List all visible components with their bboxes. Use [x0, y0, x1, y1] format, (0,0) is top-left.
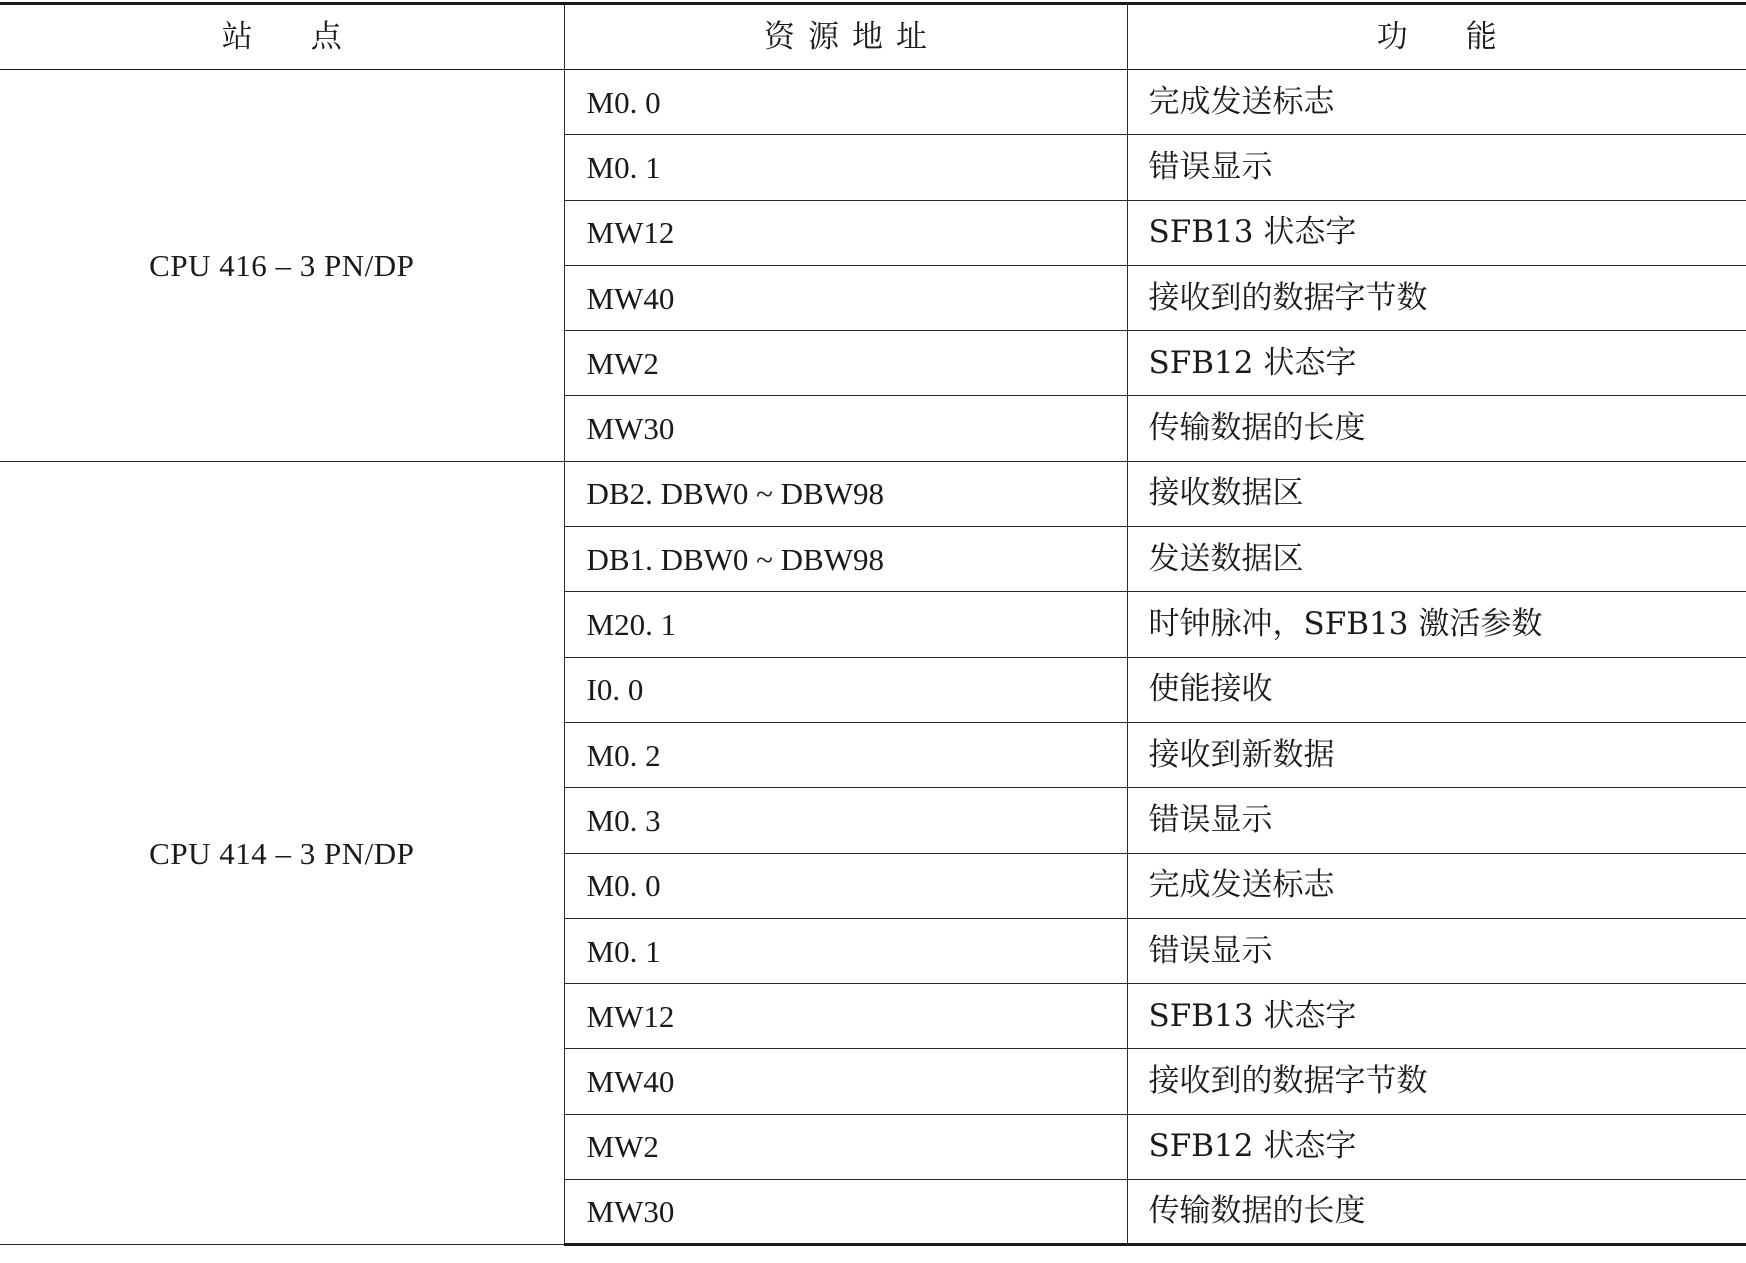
function-cell: 传输数据的长度 — [1127, 1180, 1746, 1245]
function-cell: 完成发送标志 — [1127, 853, 1746, 918]
function-cell: SFB13 状态字 — [1127, 200, 1746, 265]
resource-address-table — [0, 2, 1746, 1246]
station-cell: CPU 416 – 3 PN/DP — [0, 70, 564, 462]
header-address: 资源地址 — [564, 4, 1127, 70]
address-cell: DB1. DBW0 ~ DBW98 — [564, 527, 1127, 592]
address-cell: MW30 — [564, 1180, 1127, 1245]
address-cell: MW2 — [564, 1114, 1127, 1179]
address-cell: DB2. DBW0 ~ DBW98 — [564, 461, 1127, 526]
function-cell: SFB12 状态字 — [1127, 331, 1746, 396]
header-row — [0, 4, 1746, 70]
table-row — [0, 461, 1746, 526]
table-body — [0, 70, 1746, 1245]
station-cell: CPU 414 – 3 PN/DP — [0, 461, 564, 1245]
function-cell: 错误显示 — [1127, 135, 1746, 200]
function-cell: SFB13 状态字 — [1127, 984, 1746, 1049]
function-cell: 接收数据区 — [1127, 461, 1746, 526]
function-cell: 时钟脉冲，SFB13 激活参数 — [1127, 592, 1746, 657]
table-row — [0, 70, 1746, 135]
address-cell: MW40 — [564, 265, 1127, 330]
address-cell: MW2 — [564, 331, 1127, 396]
address-cell: M0. 2 — [564, 722, 1127, 787]
function-cell: 使能接收 — [1127, 657, 1746, 722]
address-cell: M0. 3 — [564, 788, 1127, 853]
address-cell: M0. 1 — [564, 135, 1127, 200]
function-cell: 接收到的数据字节数 — [1127, 265, 1746, 330]
address-cell: M20. 1 — [564, 592, 1127, 657]
header-function: 功能 — [1127, 4, 1746, 70]
address-cell: MW12 — [564, 984, 1127, 1049]
address-cell: MW40 — [564, 1049, 1127, 1114]
address-cell: I0. 0 — [564, 657, 1127, 722]
address-cell: MW30 — [564, 396, 1127, 461]
function-cell: 发送数据区 — [1127, 527, 1746, 592]
function-cell: 错误显示 — [1127, 788, 1746, 853]
function-cell: 错误显示 — [1127, 918, 1746, 983]
address-cell: M0. 0 — [564, 70, 1127, 135]
table-header — [0, 4, 1746, 70]
address-cell: M0. 0 — [564, 853, 1127, 918]
function-cell: SFB12 状态字 — [1127, 1114, 1746, 1179]
function-cell: 接收到新数据 — [1127, 722, 1746, 787]
function-cell: 完成发送标志 — [1127, 70, 1746, 135]
function-cell: 传输数据的长度 — [1127, 396, 1746, 461]
function-cell: 接收到的数据字节数 — [1127, 1049, 1746, 1114]
header-station: 站点 — [0, 4, 564, 70]
address-cell: M0. 1 — [564, 918, 1127, 983]
address-cell: MW12 — [564, 200, 1127, 265]
